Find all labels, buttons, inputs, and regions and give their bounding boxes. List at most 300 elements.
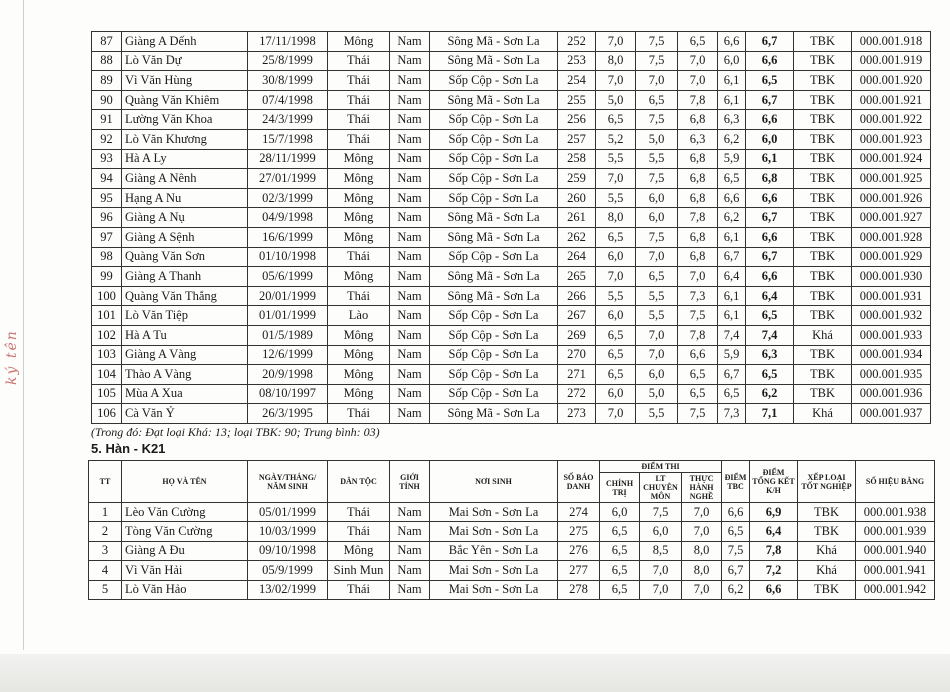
cell-sbd: 269: [558, 325, 596, 345]
cell-diem-tbc: 6,7: [718, 247, 746, 267]
cell-dob: 30/8/1999: [248, 71, 328, 91]
cell-thuc-hanh: 7,0: [678, 71, 718, 91]
cell-name: Lò Văn Hảo: [122, 580, 248, 599]
cell-thuc-hanh: 7,5: [678, 404, 718, 424]
cell-lt-chuyen-mon: 5,0: [636, 384, 678, 404]
table-row: [92, 267, 931, 287]
cell-birthplace: Mai Sơn - Sơn La: [430, 522, 558, 541]
table-row: [92, 247, 931, 267]
cell-diem-tbc: 6,6: [718, 188, 746, 208]
cell-sbd: 257: [558, 129, 596, 149]
table-row: [92, 51, 931, 71]
cell-name: Lò Văn Dự: [122, 51, 248, 71]
cell-name: Lèo Văn Cường: [122, 503, 248, 522]
cell-lt-chuyen-mon: 7,5: [636, 227, 678, 247]
cell-gender: Nam: [390, 32, 430, 52]
cell-ethnic: Thái: [328, 110, 390, 130]
cell-dob: 24/3/1999: [248, 110, 328, 130]
cell-dob: 25/8/1999: [248, 51, 328, 71]
cell-sbd: 272: [558, 384, 596, 404]
cell-tt: 92: [92, 129, 122, 149]
cell-dob: 01/5/1989: [248, 325, 328, 345]
table-row: [89, 561, 935, 580]
cell-sbd: 264: [558, 247, 596, 267]
cell-birthplace: Mai Sơn - Sơn La: [430, 580, 558, 599]
cell-dob: 27/01/1999: [248, 169, 328, 189]
cell-so-hieu: 000.001.924: [852, 149, 931, 169]
cell-tt: 100: [92, 286, 122, 306]
header-birthplace: NƠI SINH: [430, 461, 558, 503]
cell-diem-tbc: 6,1: [718, 306, 746, 326]
cell-diem-tbc: 7,3: [718, 404, 746, 424]
cell-birthplace: Bắc Yên - Sơn La: [430, 541, 558, 560]
header-lt-chuyen-mon: LT CHUYÊN MÔN: [640, 473, 682, 503]
header-ethnic: DÂN TỘC: [328, 461, 390, 503]
cell-dob: 01/10/1998: [248, 247, 328, 267]
cell-diem-tong: 7,2: [750, 561, 798, 580]
cell-so-hieu: 000.001.919: [852, 51, 931, 71]
cell-ethnic: Thái: [328, 129, 390, 149]
cell-diem-tong: 6,7: [746, 32, 794, 52]
table-row: [89, 503, 935, 522]
results-table-han-k21: [88, 460, 935, 600]
cell-dob: 26/3/1995: [248, 404, 328, 424]
cell-diem-tong: 6,0: [746, 129, 794, 149]
cell-diem-tong: 6,6: [746, 227, 794, 247]
cell-tt: 106: [92, 404, 122, 424]
results-table-continued: [91, 31, 931, 424]
cell-lt-chuyen-mon: 7,5: [636, 51, 678, 71]
header-so-hieu: SỐ HIỆU BẰNG: [856, 461, 935, 503]
table-row: [89, 541, 935, 560]
cell-diem-tbc: 6,1: [718, 286, 746, 306]
cell-xep-loai: TBK: [794, 32, 852, 52]
cell-ethnic: Mông: [328, 541, 390, 560]
header-thuc-hanh: THỰC HÀNH NGHỀ: [682, 473, 722, 503]
cell-dob: 08/10/1997: [248, 384, 328, 404]
cell-ethnic: Mông: [328, 365, 390, 385]
cell-sbd: 275: [558, 522, 600, 541]
cell-name: Lường Văn Khoa: [122, 110, 248, 130]
cell-birthplace: Sốp Cộp - Sơn La: [430, 325, 558, 345]
cell-birthplace: Mai Sơn - Sơn La: [430, 503, 558, 522]
cell-lt-chuyen-mon: 6,0: [636, 365, 678, 385]
cell-ethnic: Mông: [328, 208, 390, 228]
cell-name: Hà A Tu: [122, 325, 248, 345]
cell-xep-loai: TBK: [794, 384, 852, 404]
cell-tt: 89: [92, 71, 122, 91]
cell-xep-loai: TBK: [794, 169, 852, 189]
cell-sbd: 255: [558, 90, 596, 110]
header-diem-thi: ĐIỂM THI: [600, 461, 722, 473]
cell-so-hieu: 000.001.920: [852, 71, 931, 91]
cell-dob: 07/4/1998: [248, 90, 328, 110]
cell-name: Vì Văn Hùng: [122, 71, 248, 91]
cell-name: Giàng A Nênh: [122, 169, 248, 189]
cell-xep-loai: Khá: [794, 325, 852, 345]
cell-sbd: 278: [558, 580, 600, 599]
cell-thuc-hanh: 7,8: [678, 208, 718, 228]
cell-thuc-hanh: 7,8: [678, 325, 718, 345]
cell-chinh-tri: 7,0: [596, 71, 636, 91]
cell-so-hieu: 000.001.925: [852, 169, 931, 189]
cell-birthplace: Sốp Cộp - Sơn La: [430, 169, 558, 189]
cell-name: Hạng A Nu: [122, 188, 248, 208]
cell-so-hieu: 000.001.936: [852, 384, 931, 404]
table-row: [92, 149, 931, 169]
table-row: [92, 365, 931, 385]
cell-name: Hà A Ly: [122, 149, 248, 169]
cell-diem-tong: 6,8: [746, 169, 794, 189]
cell-xep-loai: TBK: [794, 90, 852, 110]
cell-so-hieu: 000.001.929: [852, 247, 931, 267]
cell-lt-chuyen-mon: 6,0: [636, 208, 678, 228]
cell-ethnic: Thái: [328, 404, 390, 424]
cell-chinh-tri: 6,0: [596, 384, 636, 404]
cell-ethnic: Mông: [328, 267, 390, 287]
cell-chinh-tri: 6,5: [596, 227, 636, 247]
cell-gender: Nam: [390, 227, 430, 247]
cell-chinh-tri: 6,5: [600, 522, 640, 541]
cell-thuc-hanh: 7,8: [678, 90, 718, 110]
summary-note: (Trong đó: Đạt loại Khá: 13; loại TBK: 90; Trung bình: 03): [91, 425, 380, 439]
cell-diem-tbc: 6,5: [718, 169, 746, 189]
cell-birthplace: Sông Mã - Sơn La: [430, 404, 558, 424]
cell-gender: Nam: [390, 561, 430, 580]
cell-tt: 3: [89, 541, 122, 560]
cell-birthplace: Sốp Cộp - Sơn La: [430, 129, 558, 149]
cell-lt-chuyen-mon: 7,5: [636, 110, 678, 130]
cell-tt: 87: [92, 32, 122, 52]
cell-diem-tbc: 6,3: [718, 110, 746, 130]
cell-diem-tong: 6,5: [746, 365, 794, 385]
cell-name: Giàng A Dếnh: [122, 32, 248, 52]
cell-tt: 102: [92, 325, 122, 345]
cell-dob: 12/6/1999: [248, 345, 328, 365]
cell-sbd: 258: [558, 149, 596, 169]
cell-thuc-hanh: 7,0: [682, 580, 722, 599]
cell-ethnic: Mông: [328, 325, 390, 345]
cell-so-hieu: 000.001.933: [852, 325, 931, 345]
cell-ethnic: Mông: [328, 345, 390, 365]
cell-diem-tong: 6,4: [746, 286, 794, 306]
cell-gender: Nam: [390, 286, 430, 306]
cell-birthplace: Sốp Cộp - Sơn La: [430, 365, 558, 385]
cell-xep-loai: TBK: [794, 208, 852, 228]
cell-diem-tong: 6,6: [750, 580, 798, 599]
cell-sbd: 262: [558, 227, 596, 247]
cell-thuc-hanh: 6,5: [678, 365, 718, 385]
cell-diem-tong: 6,5: [746, 71, 794, 91]
cell-diem-tbc: 6,7: [718, 365, 746, 385]
cell-diem-tong: 6,2: [746, 384, 794, 404]
header-sbd: SỐ BÁO DANH: [558, 461, 600, 503]
cell-lt-chuyen-mon: 5,5: [636, 286, 678, 306]
cell-chinh-tri: 7,0: [596, 32, 636, 52]
cell-sbd: 252: [558, 32, 596, 52]
cell-gender: Nam: [390, 149, 430, 169]
cell-lt-chuyen-mon: 6,5: [636, 267, 678, 287]
cell-chinh-tri: 6,5: [600, 561, 640, 580]
cell-name: Giàng A Nụ: [122, 208, 248, 228]
cell-xep-loai: TBK: [794, 149, 852, 169]
cell-chinh-tri: 7,0: [596, 267, 636, 287]
cell-birthplace: Sốp Cộp - Sơn La: [430, 71, 558, 91]
cell-birthplace: Sốp Cộp - Sơn La: [430, 149, 558, 169]
cell-birthplace: Sốp Cộp - Sơn La: [430, 384, 558, 404]
cell-lt-chuyen-mon: 5,5: [636, 306, 678, 326]
cell-thuc-hanh: 6,8: [678, 227, 718, 247]
cell-diem-tbc: 6,1: [718, 227, 746, 247]
cell-chinh-tri: 6,5: [596, 365, 636, 385]
cell-sbd: 273: [558, 404, 596, 424]
cell-ethnic: Mông: [328, 169, 390, 189]
cell-chinh-tri: 5,5: [596, 286, 636, 306]
cell-xep-loai: TBK: [798, 522, 856, 541]
cell-tt: 96: [92, 208, 122, 228]
cell-name: Giàng A Sệnh: [122, 227, 248, 247]
cell-thuc-hanh: 8,0: [682, 541, 722, 560]
cell-thuc-hanh: 7,0: [678, 51, 718, 71]
table-row: [92, 404, 931, 424]
cell-so-hieu: 000.001.935: [852, 365, 931, 385]
cell-thuc-hanh: 6,8: [678, 149, 718, 169]
cell-sbd: 276: [558, 541, 600, 560]
cell-lt-chuyen-mon: 7,0: [640, 561, 682, 580]
cell-birthplace: Mai Sơn - Sơn La: [430, 561, 558, 580]
cell-sbd: 254: [558, 71, 596, 91]
cell-sbd: 260: [558, 188, 596, 208]
cell-tt: 1: [89, 503, 122, 522]
cell-lt-chuyen-mon: 6,0: [636, 188, 678, 208]
cell-xep-loai: Khá: [798, 541, 856, 560]
cell-tt: 105: [92, 384, 122, 404]
cell-so-hieu: 000.001.931: [852, 286, 931, 306]
cell-ethnic: Thái: [328, 522, 390, 541]
cell-xep-loai: Khá: [798, 561, 856, 580]
cell-ethnic: Lào: [328, 306, 390, 326]
cell-thuc-hanh: 7,0: [682, 503, 722, 522]
cell-birthplace: Sông Mã - Sơn La: [430, 32, 558, 52]
cell-gender: Nam: [390, 208, 430, 228]
cell-so-hieu: 000.001.942: [856, 580, 935, 599]
cell-so-hieu: 000.001.928: [852, 227, 931, 247]
cell-sbd: 271: [558, 365, 596, 385]
table-row: [92, 71, 931, 91]
cell-lt-chuyen-mon: 7,5: [636, 169, 678, 189]
cell-chinh-tri: 5,0: [596, 90, 636, 110]
cell-diem-tbc: 6,2: [718, 208, 746, 228]
cell-chinh-tri: 6,5: [596, 110, 636, 130]
cell-thuc-hanh: 7,0: [678, 267, 718, 287]
cell-diem-tbc: 6,6: [722, 503, 750, 522]
cell-dob: 02/3/1999: [248, 188, 328, 208]
cell-chinh-tri: 5,5: [596, 188, 636, 208]
cell-diem-tbc: 7,5: [722, 541, 750, 560]
cell-gender: Nam: [390, 247, 430, 267]
table-row: [92, 384, 931, 404]
cell-chinh-tri: 6,0: [596, 247, 636, 267]
cell-chinh-tri: 5,2: [596, 129, 636, 149]
cell-tt: 97: [92, 227, 122, 247]
cell-ethnic: Thái: [328, 247, 390, 267]
cell-diem-tbc: 6,4: [718, 267, 746, 287]
cell-ethnic: Mông: [328, 188, 390, 208]
cell-diem-tbc: 6,7: [722, 561, 750, 580]
cell-dob: 15/7/1998: [248, 129, 328, 149]
table-row: [92, 325, 931, 345]
cell-dob: 16/6/1999: [248, 227, 328, 247]
header-name: HỌ VÀ TÊN: [122, 461, 248, 503]
cell-lt-chuyen-mon: 6,5: [636, 90, 678, 110]
cell-gender: Nam: [390, 129, 430, 149]
cell-so-hieu: 000.001.939: [856, 522, 935, 541]
table-row: [92, 90, 931, 110]
cell-thuc-hanh: 6,8: [678, 247, 718, 267]
cell-gender: Nam: [390, 71, 430, 91]
cell-birthplace: Sông Mã - Sơn La: [430, 51, 558, 71]
cell-diem-tong: 6,5: [746, 306, 794, 326]
cell-name: Lò Văn Tiệp: [122, 306, 248, 326]
cell-so-hieu: 000.001.926: [852, 188, 931, 208]
table2-body: [89, 503, 935, 600]
cell-so-hieu: 000.001.937: [852, 404, 931, 424]
cell-ethnic: Thái: [328, 90, 390, 110]
cell-diem-tbc: 6,5: [722, 522, 750, 541]
header-gender: GIỚI TÍNH: [390, 461, 430, 503]
cell-name: Quàng Văn Khiêm: [122, 90, 248, 110]
cell-thuc-hanh: 8,0: [682, 561, 722, 580]
cell-tt: 5: [89, 580, 122, 599]
cell-gender: Nam: [390, 325, 430, 345]
cell-chinh-tri: 6,5: [600, 541, 640, 560]
cell-tt: 101: [92, 306, 122, 326]
cell-lt-chuyen-mon: 7,0: [636, 247, 678, 267]
cell-birthplace: Sông Mã - Sơn La: [430, 267, 558, 287]
cell-birthplace: Sốp Cộp - Sơn La: [430, 306, 558, 326]
cell-diem-tbc: 5,9: [718, 149, 746, 169]
cell-dob: 01/01/1999: [248, 306, 328, 326]
cell-diem-tong: 7,4: [746, 325, 794, 345]
cell-lt-chuyen-mon: 7,0: [636, 345, 678, 365]
cell-diem-tbc: 7,4: [718, 325, 746, 345]
cell-name: Tòng Văn Cường: [122, 522, 248, 541]
cell-diem-tbc: 6,2: [722, 580, 750, 599]
table-row: [92, 110, 931, 130]
cell-so-hieu: 000.001.921: [852, 90, 931, 110]
cell-diem-tong: 6,6: [746, 188, 794, 208]
cell-birthplace: Sông Mã - Sơn La: [430, 90, 558, 110]
cell-so-hieu: 000.001.934: [852, 345, 931, 365]
scan-bottom-margin: [0, 654, 950, 692]
cell-xep-loai: TBK: [794, 306, 852, 326]
cell-so-hieu: 000.001.918: [852, 32, 931, 52]
cell-chinh-tri: 8,0: [596, 51, 636, 71]
cell-xep-loai: TBK: [794, 267, 852, 287]
cell-dob: 28/11/1999: [248, 149, 328, 169]
cell-diem-tbc: 6,0: [718, 51, 746, 71]
table-row: [89, 580, 935, 599]
cell-diem-tbc: 5,9: [718, 345, 746, 365]
cell-sbd: 256: [558, 110, 596, 130]
cell-gender: Nam: [390, 345, 430, 365]
cell-diem-tbc: 6,1: [718, 71, 746, 91]
header-tt: TT: [89, 461, 122, 503]
cell-ethnic: Thái: [328, 51, 390, 71]
cell-thuc-hanh: 6,8: [678, 188, 718, 208]
cell-gender: Nam: [390, 110, 430, 130]
cell-thuc-hanh: 7,0: [682, 522, 722, 541]
cell-lt-chuyen-mon: 5,5: [636, 149, 678, 169]
cell-sbd: 266: [558, 286, 596, 306]
cell-xep-loai: TBK: [794, 110, 852, 130]
cell-tt: 99: [92, 267, 122, 287]
cell-name: Quàng Văn Sơn: [122, 247, 248, 267]
cell-gender: Nam: [390, 384, 430, 404]
cell-gender: Nam: [390, 522, 430, 541]
table1-body: [92, 32, 931, 424]
cell-tt: 104: [92, 365, 122, 385]
cell-sbd: 270: [558, 345, 596, 365]
cell-tt: 103: [92, 345, 122, 365]
cell-name: Thào A Vàng: [122, 365, 248, 385]
cell-gender: Nam: [390, 306, 430, 326]
cell-thuc-hanh: 7,5: [678, 306, 718, 326]
cell-thuc-hanh: 7,3: [678, 286, 718, 306]
cell-lt-chuyen-mon: 7,0: [636, 71, 678, 91]
table-row: [92, 227, 931, 247]
table-row: [92, 208, 931, 228]
cell-xep-loai: TBK: [794, 345, 852, 365]
cell-dob: 05/9/1999: [248, 561, 328, 580]
cell-diem-tbc: 6,6: [718, 32, 746, 52]
header-chinh-tri: CHÍNH TRỊ: [600, 473, 640, 503]
cell-ethnic: Thái: [328, 286, 390, 306]
cell-thuc-hanh: 6,8: [678, 110, 718, 130]
cell-chinh-tri: 7,0: [596, 404, 636, 424]
cell-diem-tong: 6,7: [746, 90, 794, 110]
cell-xep-loai: TBK: [794, 51, 852, 71]
cell-so-hieu: 000.001.941: [856, 561, 935, 580]
cell-gender: Nam: [390, 188, 430, 208]
header-dob: NGÀY/THÁNG/ NĂM SINH: [248, 461, 328, 503]
cell-dob: 13/02/1999: [248, 580, 328, 599]
cell-xep-loai: Khá: [794, 404, 852, 424]
cell-dob: 09/10/1998: [248, 541, 328, 560]
cell-lt-chuyen-mon: 5,5: [636, 404, 678, 424]
cell-so-hieu: 000.001.922: [852, 110, 931, 130]
cell-name: Vì Văn Hải: [122, 561, 248, 580]
cell-gender: Nam: [390, 51, 430, 71]
table-row: [92, 169, 931, 189]
cell-name: Quàng Văn Thắng: [122, 286, 248, 306]
cell-xep-loai: TBK: [794, 227, 852, 247]
cell-tt: 93: [92, 149, 122, 169]
cell-ethnic: Mông: [328, 149, 390, 169]
cell-diem-tong: 6,6: [746, 267, 794, 287]
cell-birthplace: Sông Mã - Sơn La: [430, 227, 558, 247]
cell-ethnic: Thái: [328, 503, 390, 522]
cell-diem-tong: 6,7: [746, 247, 794, 267]
cell-ethnic: Mông: [328, 227, 390, 247]
cell-dob: 20/9/1998: [248, 365, 328, 385]
cell-so-hieu: 000.001.938: [856, 503, 935, 522]
cell-birthplace: Sốp Cộp - Sơn La: [430, 247, 558, 267]
cell-so-hieu: 000.001.923: [852, 129, 931, 149]
cell-dob: 05/01/1999: [248, 503, 328, 522]
cell-lt-chuyen-mon: 5,0: [636, 129, 678, 149]
cell-xep-loai: TBK: [794, 365, 852, 385]
